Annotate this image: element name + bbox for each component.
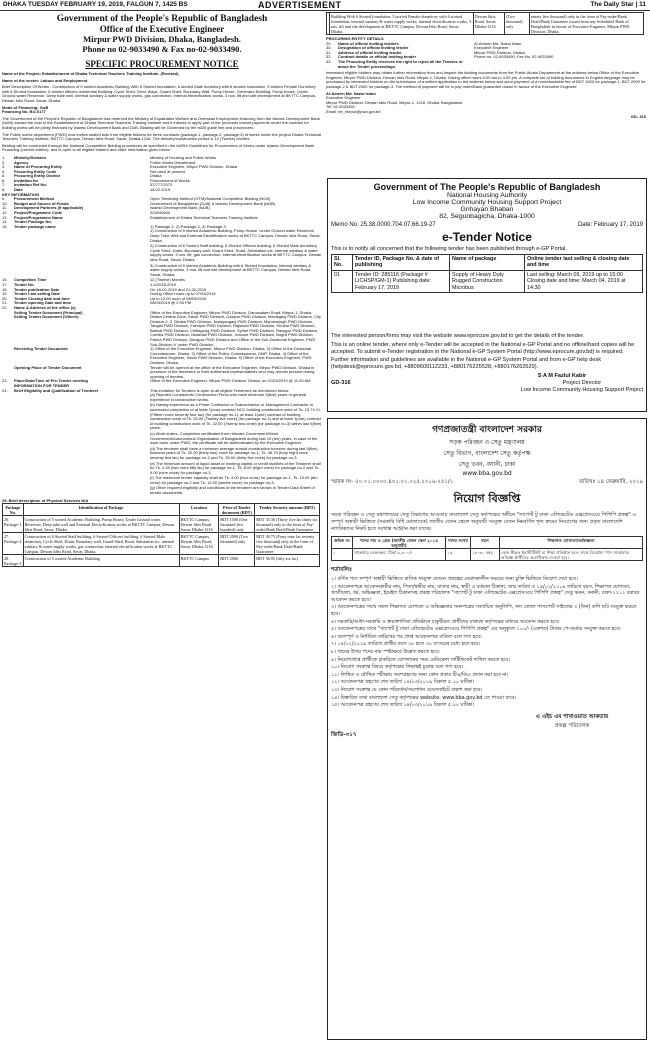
entity-details: [326, 42, 646, 70]
item-value: 1) Office of the Executive Engineer, Mirpur PWD Division, Dhaka. 2) Office of the Divisional Commissioner, Dhaka. 3) Office of the Police Commissioner, DMP, Dhaka. 4) Office of the Executive Engineer, Savar PWD Division, Dhaka. 5) Office of the Executive Engineer, PWD Division, Dhaka.: [150, 346, 312, 366]
eligibility-item: (a) Reputed Contractors/ Construction Firms who have minimum 5(five) years of general experience in construction works.: [150, 392, 307, 402]
bn-col-qual: শিক্ষাগত যোগ্যতা/অভিজ্ঞতা: [500, 537, 643, 549]
schedule-list: [2, 278, 322, 393]
package-col-header: Tender Security amount (BDT): [255, 504, 320, 516]
issue-date: DHAKA TUESDAY FEBRUARY 19, 2019, FALGUN 7, 1425 BS: [3, 1, 188, 8]
item-value: 1) Package-1, 2) Package-2, 3) Package-3: [150, 223, 226, 229]
item-value: This invitation for Tenders is open to all eligible Tenderers as mentioned below:: [150, 387, 290, 393]
package-cell: BKTTC Campus, Dewan Idris Road, Savar, Dhaka-1216: [179, 516, 219, 533]
proc-para3: Bidding will be conducted through the National Competitive Bidding procedures as specified in the IsDB's Guidelines for Procurement of Works under Islamic Development Bank Financing (current edition), and is open to all eligible bidders and other information given below :: [2, 142, 315, 153]
bn-l2: সেতু বিভাগ, বাংলাদেশ সেতু কর্তৃপক্ষ: [443, 450, 531, 457]
et-pkg: Supply of Heavy Duty Rugged Construction Microbus: [450, 270, 525, 292]
item-value: Executive Engineer, Mirpur PWD Division, Dhaka: [150, 164, 238, 170]
eligibility-item: (b) Having experience as a Prime Contractor or Subcontractor or Management Contractor in successful completion of at least 1(one) contract NCC building construction work of Tk. 15.74 Cr. (Fifteen crore seventy four lac) (for package no-1), at least 1(one) contract of building construction work of Tk. 25.00 (Twenty five crore) (for package no-2) and at least 1(one) contract of building construction work of Tk. 22.00 (Twenty two crore) (for package no-3) within last 5(five) years.: [150, 402, 322, 431]
bn-col-age: বয়স: [471, 537, 500, 549]
entity-signature-line: Email: ee_mirpur@pwd.gov.bd: [326, 108, 381, 114]
item-number: 4.: [2, 168, 6, 174]
et-intro: This is to notify all concerned that the following tender has been published through e-GP Portal.: [331, 246, 567, 252]
continuation-cell: ninety five thousand) only in the form of Pay-order/Bank Draft/Bank Guarantee issued from any Scheduled Bank of Bangladesh in favour of Executive Engineer, Mirpur PWD Division, Dhaka.: [529, 13, 643, 35]
continuation-cell: Building With 6 Storied foundation, 5 storied Female dormitory with 6 storied foundation, internal sanitary & water supply works, internal electrification works, 3 nos. lift and site development at BKTTC Campus, Dewan Idris Road, Savar, Dhaka.: [330, 13, 474, 35]
item-key: Place/Date/Time of Pre-Tender meeting: [14, 378, 88, 384]
bn-sig1: এ এইচ এম শাখাওয়াত আকতার: [535, 713, 609, 720]
package-cell: Construction of 5 storied Academic Building: [23, 555, 179, 567]
continuation-row: [327, 13, 644, 35]
item-key: Selling Tender Document (Principal): [14, 309, 83, 315]
item-value: During Office hours up to 07/03/2019: [150, 291, 216, 297]
proc-project: Name of the Project: Establishment of Dhaka Technical Teachers Training Institute. (Revised): [2, 71, 179, 76]
item-key: Project/Programme Name: [14, 214, 63, 220]
package-row: [3, 533, 320, 555]
item-value: 1-4/2018-2019: [150, 281, 177, 287]
recruitment-notice: [327, 418, 647, 1040]
bn-col-count: পদের সংখ্যা: [446, 537, 471, 549]
item-key: Budget and Source of Funds: [14, 200, 69, 206]
procurement-continuation: [326, 12, 646, 164]
et-row: [332, 270, 643, 292]
key-item: [2, 188, 322, 193]
continuation-cell: Dewan Idris Road, Savar, Dhaka-1216: [473, 13, 504, 35]
item-value: Dhaka: [150, 173, 162, 179]
et-address: 82, Segunbagicha, Dhaka-1000: [439, 213, 535, 220]
package-table: [2, 503, 320, 567]
item-key: Agency: [14, 159, 29, 165]
etender-notice: [327, 178, 647, 333]
et-title: e-Tender Notice: [442, 230, 532, 244]
item-number: 17.: [2, 281, 8, 287]
proc-division: Mirpur PWD Division, Dhaka, Bangladesh.: [83, 34, 241, 44]
package-cell: 28. Package-3: [4, 555, 22, 566]
etender-notice-lower: [327, 331, 647, 412]
bn-condition: ৩। আবেদনপত্রের সাথে সকল শিক্ষাগত যোগ্যতা ও অভিজ্ঞতার সনদপত্রের সত্যায়িত অনুলিপি, সদ্য তোলা পাসপোর্ট সাইজের ৩ (তিন) কপি ছবি সংযুক্ত করতে হবে।: [331, 604, 637, 617]
item-number: 20.: [2, 295, 8, 301]
procurement-notice: [2, 12, 322, 1039]
item-key: Selling Tender Document (Others): [14, 314, 79, 320]
item-value: Not used at present: [150, 168, 185, 174]
package-row: [3, 555, 320, 567]
entity-signature-line: Tel: 02-9033490: [326, 104, 355, 110]
bn-gov: গণপ্রজাতন্ত্রী বাংলাদেশ সরকার: [432, 425, 542, 435]
item-number: 19.: [2, 291, 8, 297]
et-sig2: Project Director: [562, 379, 602, 386]
package-cell: BDT 1500 (One thousand five hundred) only: [219, 516, 255, 533]
et-id: Tender ID: 285116 (Package # LICHSP/GM-1) Publishing date: February 17, 2019: [353, 270, 450, 292]
item-key: Name of official inviting tenders: [338, 40, 399, 46]
bn-memo: স্মারক নং- ৫০.০১.০০০০.৪০১.০১.০২৫.২০১৯-২৫১/১: [331, 479, 454, 485]
item-number: 12.: [2, 210, 8, 216]
paper-name: The Daily Star: [590, 1, 634, 8]
bn-code: জিডি-৩১৭: [331, 731, 357, 738]
bn-cell: ১: [332, 549, 353, 561]
item-value: Phone no. 02-9033490, Fax No. 02-9033490: [474, 54, 554, 60]
bn-condition: ১০। নিয়োগ সংক্রান্ত বিষয়ে কর্তৃপক্ষের সিদ্ধান্তই চূড়ান্ত বলে গণ্য হবে।: [331, 664, 464, 671]
bn-condition: ১৪। বিস্তারিত তথ্য বাংলাদেশ সেতু কর্তৃপক্ষের website: www.bba.gov.bd তে পাওয়া যাবে।: [331, 694, 517, 701]
eligibility-list: [150, 393, 322, 495]
item-number: 18.: [2, 286, 8, 292]
entity-signature: [326, 92, 646, 115]
item-key: INFORMATION FOR TENDER: [14, 383, 70, 388]
item-number: 13.: [2, 214, 8, 220]
package-description: 1) Construction of 5 storied Academic Building, Pump House, Under Ground water Reservoir, Deep Tube Well and External Electrification works at BKTTC Campus, Dewan Idris Road, Savar, Dhaka.: [150, 228, 321, 243]
entity-para: Interested eligible bidders may obtain further information from and inspect the bidding documents from the Public Works Department at the address below Office of the Executive Engineer, Mirpur PWD Division, Dewan Idris Road, Mirpur-1, Dhaka. During office hours 9.00 am to 3.00 pm. A complete set of bidding documents in English language may be purchased by interested bidders on the submission of a written application to the address below and upon payment of a nonrefundable fee of BDT 1500 for package-1, BDT 2000 for package-2 & BDT 2000 for package-3. The method of payment will be in pay order/Bank guarantee drawn in favour of the Executive Engineer.: [326, 70, 646, 89]
page-number: The Daily Star | 11: [590, 1, 646, 8]
bn-cell: কোন স্বীকৃত ইনস্টিটিউট বা শিক্ষা প্রতিষ্ঠান হতে সার্ভে ডিপ্লোমা পাস সার্ভেয়ার। অভিজ্ঞ প্রার্থীদের অগ্রাধিকার দেওয়া হবে।: [500, 549, 643, 561]
et-table: [331, 254, 643, 293]
item-key: Brief Eligibility and Qualification of Tenderer: [14, 387, 99, 393]
eligibility-item: (e) The minimum amount of liquid asset or working capital or credit facilities of the Tenderer shall be Tk. 2.50 (two crore fifty lac) for package no-1, Tk. 8.00 (eight crore) for package no-2 and Tk. 9.00 (nine crore) for package no-3.: [150, 460, 321, 475]
package-row: [3, 516, 320, 533]
key-info-heading: KEY INFORMATION: [2, 191, 40, 197]
bn-condition: ৯। নিয়োগপ্রাপ্ত প্রার্থীকে চাকরিতে যোগদানের সময় মেডিকেল সার্টিফিকেট দাখিল করতে হবে।: [331, 656, 510, 663]
key-info-list: [2, 197, 322, 229]
et-sig1: S A M Fazlul Kabir: [537, 372, 587, 379]
item-number: 33.: [326, 58, 332, 64]
item-value: Up to 12.00 noon of 08/03/2019: [150, 295, 207, 301]
et-memo: Memo No. 25.38.0000.704.07.66.19-27: [331, 222, 436, 228]
eligibility-item: (g) Other required eligibility and conditions of the tenderer are shown in Tender Data Sheet of tender documents.: [150, 485, 315, 496]
item-key: Procurement Method: [14, 196, 55, 202]
package-cell: BDT 56.95 (fifty six lac): [255, 555, 320, 567]
item-value: Government of Bangladesh (GoB) & Islamic Development Bank (IsDB): [150, 200, 276, 206]
eligibility-item: (c) Work orders, Completion certificates from relevant Government/Semi-Government/Autonomous Organisation of Bangladesh during last 10 (ten) years, in case of the work done under PWD, the certificate will be authenticated by the Executive Engineer.: [150, 430, 318, 446]
et-dates: Last selling: March 03, 2019 up to 15:00 Closing date and time: March 04, 2019 at 14:30: [525, 270, 643, 292]
schedule-item: [2, 347, 322, 365]
entity-title: PROCURING ENTITY DETAILS: [326, 36, 384, 41]
proc-code: GD- 319: [630, 113, 646, 119]
continuation-cell: (Two thousand) only: [504, 13, 529, 35]
item-key: Tender Package No.: [14, 219, 52, 225]
item-key: Contract details or official inviting tender: [338, 54, 417, 60]
package-cell: Construction of 5 storied Academic Building, Pump House, Under Ground water Reservoir, Deep tube well and External Electrification works at BKTTC Campus, Dewan Idris Road, Savar, Dhaka.: [23, 516, 179, 533]
bn-cell: সার্ভেয়ার বেতনক্রম: টাকা ৯,৩০০/-: [353, 549, 446, 561]
item-value: On 18-02-2019 and 21-02-2019: [150, 286, 207, 292]
item-number: [2, 366, 14, 380]
entity-signature-line: Al-Ameen Md. Nazul Islam: [326, 90, 376, 96]
et-col-id: Tender ID, Package No. & date of publishing: [353, 255, 450, 271]
bn-l3: সেতু ভবন, বনানী, ঢাকা: [458, 461, 516, 468]
item-key: Procuring Entity Code: [14, 168, 57, 174]
et-bhaban: Grihayan Bhaban: [460, 206, 514, 213]
proc-sector: Name of the sector: Labour and Employment: [2, 77, 88, 83]
bn-table: [331, 536, 643, 561]
continuation-table: [326, 12, 644, 35]
bn-condition: ৪। সরকারি/আধা-সরকারি ও স্বায়ত্তশাসিত প্রতিষ্ঠানে চাকুরীরত প্রার্থীদের যথাযথ কর্তৃপক্ষের মাধ্যমে আবেদন করতে হবে।: [331, 618, 560, 625]
pkg-table-title: 25. Brief description of Physical Services N/A: [2, 497, 89, 503]
item-key: Opening Place of Tender Document: [14, 364, 82, 370]
item-value: 18.02.2019: [150, 187, 171, 193]
proc-para1: The Government of the People's Republic of Bangladesh has reserved the Ministry of Expatriates Welfare and Overseas Employment financing from the Islamic Development Bank (IsDB) toward the cost of the Establishment of Dhaka Technical Teachers Training Institute and it intends to apply part of the proceeds toward payments under the contract for building works will be jointly financed by Islamic Development Bank and GoB. Bidding will be Governed by the IsDB guide line and procedures.: [2, 115, 320, 130]
item-value: Dhaka Central Zone, Savar PWD Division, Gazipur PWD Division, Manikganj PWD Division, City Division-2, 3, Dhaka PWD Division, Narayanganj PWD Division, Mymensingh PWD Division, Tangail PWD Division, Faridpur PWD Division, Rajshahi PWD Division, Khulna PWD Division, Barisal PWD Division, Chittagong PWD Division, Sylhet PWD Division, Rangpur PWD Division, Comilla PWD Division, Noakhali PWD Division, Jessore PWD Division, Bogra PWD Division, Pabna PWD Division, Dinajpur PWD Division and Office of the Sub-Divisional Engineer, PWD Sub-Division-V under PWD Division.: [150, 314, 321, 347]
proc-title: SPECIFIC PROCUREMENT NOTICE: [85, 59, 239, 69]
bn-condition: ৬। অসম্পূর্ণ ও নির্ধারিত তারিখের পর প্রাপ্ত আবেদনপত্র বাতিল বলে গণ্য হবে।: [331, 633, 482, 640]
eligibility-item: (f) The maximum tender capacity shall be Tk. 4.00 (four crore) for package no-1, Tk. 10.00 (ten crore) for package no-2 and Tk. 12.00 (twelve crore) for package no-3.: [150, 475, 318, 485]
bn-condition: ১। বর্ণিত পদে সম্পূর্ণ অস্থায়ী ভিত্তিতে মাসিক সংযুক্ত বেতনে প্রকল্পের মেয়াদকালীন সময়ের জন্য চুক্তি ভিত্তিতে নিয়োগ দেয়া হবে।: [331, 576, 578, 582]
item-key: Ministry/Division: [14, 154, 47, 160]
package-table-header: [3, 504, 320, 516]
entity-signature-line: Mirpur PWD Division, Dewan Idris Road, Mirpur-1, 1216, Dhaka, Bangladesh.: [326, 99, 464, 105]
proc-mode: Mode of Financing: GoB: [2, 104, 49, 110]
schedule-item: [2, 366, 322, 380]
item-value: Executive Engineer: [474, 45, 509, 51]
package-cell: BDT 2000 (Two thousand) only: [219, 533, 255, 555]
item-number: 9.: [2, 196, 6, 202]
item-number: 23.: [2, 378, 8, 384]
package-description: 2) Construction of 6 Storied Staff building, 6 Storied Officers building, 6 Storied Male dormitory, Cycle Shed, Drain, Boundary wall, Guard Shed, Road, Substation etc. internal sanitary & water supply works, 3 nos. lift, gas connection, internal electrification works at BKTTC Campus, Dewan Idris Road, Savar, Dhaka.: [150, 243, 322, 262]
bn-row: [332, 549, 643, 561]
item-key: Date: [14, 187, 23, 193]
bn-condition: ১৩। নিয়োগ সংক্রান্ত যে কোন পরিবর্তন/সংশোধন ওয়েবসাইটে প্রকাশ করা হবে।: [331, 686, 483, 693]
item-key: Invitation for: [14, 177, 39, 183]
item-number: 6.: [2, 177, 6, 183]
item-value: Tender will be opened at the office of the Executive Engineer, Mirpur PWD Division, Dhaka in presence of the tenderers or their authorised representatives who may remain present during opening of tenders.: [150, 364, 315, 379]
page-header: [0, 0, 650, 11]
et-gov: Government of The People's Republic of Bangladesh: [373, 182, 601, 192]
entity-row: [326, 60, 646, 69]
item-number: 30.: [326, 45, 332, 51]
package-cell: Construction of 6 Storied Staff building, 6 Storied Officers building, 6 Storied Male dormitory, Cycle Shed, Drain, Boundary wall, Guard Shed, Road, Substation etc. internal sanitary & water supply works, gas connection, internal electrification works at BKTTC Campus, Dewan Idris Road, Savar, Dhaka.: [23, 533, 179, 555]
et-p1: The interested person/firms may visit the website www.eprocure.gov.bd to get the details of the tender.: [331, 333, 584, 339]
bn-condition: ২। আবেদনপত্রে আবেদনকারীর নাম, পিতা/স্বামীর নাম, মাতার নাম, স্থায়ী ও বর্তমান ঠিকানা, জন্ম তারিখ ও ১৪/০২/২০১৯ তারিখে বয়স, শিক্ষাগত যোগ্যতা, জাতীয়তা, ধর্ম, অভিজ্ঞতা, ইমেইল ঠিকানাসহ প্রকল্প পরিচালক "সাপোর্ট টু ঢাকা এলিভেটেড এক্সপ্রেসওয়ে পিপিপি প্রকল্প" সেতু ভবন, বনানী, ঢাকা-১২১২ বরাবর আবেদন করতে হবে।: [331, 583, 640, 603]
item-number: 24.: [2, 387, 8, 393]
item-value: Al-Ameen Md. Nazul Islam: [474, 40, 522, 46]
item-number: 10.: [2, 200, 8, 206]
package-descriptions: [150, 229, 322, 277]
item-number: 15.: [2, 223, 8, 229]
bn-condition: ৮। খামের উপর পদের নাম স্পষ্টাক্ষরে উল্লেখ করতে হবে।: [331, 648, 440, 655]
item-value: Office of the Executive Engineer, Mirpur PWD Division, Darussalam Road, Mirpur-1, Dhaka.: [150, 309, 313, 315]
item-number: 21.: [2, 300, 8, 306]
item-key: Tender publication Date: [14, 286, 60, 292]
item-key: The Procuring Entity reserves the right to reject all the Tenders or annul the Tender proceedings.: [338, 58, 463, 69]
proc-phone: Phone no 02-9033490 & Fax no-02-9033490.: [82, 44, 242, 54]
item-number: 11.: [2, 205, 8, 211]
item-number: 31.: [326, 49, 332, 55]
item-key: Project/Programme Code: [14, 210, 63, 216]
package-cell: BKTTC Campus, Dewan Idris Road, Savar, Dhaka-1216: [179, 533, 219, 555]
key-items-list: [2, 156, 322, 193]
et-code: GD-316: [331, 379, 351, 386]
package-col-header: Identification of Package: [23, 504, 179, 516]
item-number: 8.: [2, 187, 6, 193]
section-title: ADVERTISEMENT: [258, 0, 342, 10]
proc-financing: Financing No. BO-0177: [2, 109, 46, 115]
proc-gov: Government of the People's Republic of Bangladesh: [56, 14, 268, 24]
page-num: 11: [639, 1, 646, 8]
item-key: Completion Time: [14, 277, 47, 283]
item-value: 224040600: [150, 210, 171, 216]
package-cell: BDT 2000: [219, 555, 255, 567]
bn-condition: ৭। ১৪/০২/২০১৯ তারিখে প্রার্থীর বয়স ১৮ হতে ৩০ বৎসরের মধ্যে হতে হবে।: [331, 641, 481, 648]
item-number: 16.: [2, 277, 8, 283]
bn-condition: ৫। আবেদনপত্রের সাথে "সাপোর্ট টু ঢাকা এলিভেটেড এক্সপ্রেসওয়ে পিপিপি প্রকল্প" এর অনুকূলে ১০০/- (একশত) টাকার পে-অর্ডার সংযুক্ত করতে হবে।: [331, 626, 621, 633]
item-value: Ministry of Housing and Public Works: [150, 154, 217, 160]
proc-brief: Brief Description Of Works : Construction of 5 storied Academic Building With 6 Storied foundation, 6 storied Male dormitory with 6 storied foundation, 5 storied Female Dormitory with 6 Storied foundation, 6 storied officers residential Building, Cycle Shed, Drive Ways, Guard Shed, Boundary Wall, Pump House, Generator Building, Pump house, Under Ground water Reservoir, Deep tube well, internal sanitary & water supply works, gas connection, internal electrification works, 3 nos. lift and site development at BKTTC Campus, Dewan Idris Road, Savar, Dhaka.: [2, 84, 316, 103]
item-key: Tender Closing date and time: [14, 295, 70, 301]
bn-condition: ১১। লিখিত ও মৌখিক পরীক্ষায় অংশগ্রহণের জন্য কোন প্রকার টিএ/ডিএ প্রদান করা হবে না।: [331, 671, 509, 678]
bn-cell: ১৮-৩০ বছর: [471, 549, 500, 561]
bn-cond-title: শর্তাবলিঃ: [331, 567, 352, 573]
item-value: Public Works Department: [150, 159, 196, 165]
bn-web[interactable]: www.bba.gov.bd: [462, 470, 512, 477]
eligibility-item: (d) The tenderer shall have a minimum average annual construction turnover during last 5(five) financial years of Tk. 32.00 (thirty two) crore for package no-1, Tk. 48.75 (forty eight crore seventy five lac) for package no-2 and Tk. 35.00 (thirty five crore) for package no-3.: [150, 445, 318, 460]
item-key: Development Partners (if applicable): [14, 205, 84, 211]
package-cell: 26. Package-1: [3, 516, 24, 533]
item-value: [474, 60, 646, 69]
et-sl: 01: [332, 270, 353, 292]
item-value: 37/777/2072: [150, 182, 173, 188]
bn-condition: ১৫। আবেদনপত্র গ্রহণের শেষ তারিখ ১৪/০৩/২০১৯ বিকাল ৫.০০ ঘটিকা।: [331, 702, 475, 709]
item-key: Tender package name: [14, 223, 56, 229]
item-key: Tender Last selling Date: [14, 291, 60, 297]
package-col-header: Package No.: [3, 504, 24, 516]
item-key: Procuring Entity District: [14, 173, 61, 179]
item-number: 3.: [2, 164, 6, 170]
item-number: 22.: [2, 304, 8, 310]
bn-col-post: পদের নাম ও গ্রেড (জাতীয় বেতন স্কেল ২০১৫ অনুযায়ী): [353, 537, 446, 549]
et-project: Low Income Community Housing Support Project: [412, 199, 562, 206]
item-key: Address of official inviting tender: [338, 49, 402, 55]
bn-l1: সড়ক পরিবহন ও সেতু মন্ত্রণালয়: [449, 439, 525, 446]
item-value: Mirpur PWD Division, Dhaka: [474, 49, 525, 55]
bn-conditions: [331, 576, 643, 709]
schedule-item: [2, 315, 322, 347]
item-key: Tender No.: [14, 281, 35, 287]
item-key: Designation of official inviting tender: [338, 45, 409, 51]
item-key: Tender opening Date and time: [14, 300, 72, 306]
item-number: [2, 315, 14, 347]
et-p2: This is an online tender, where only e-Tender will be accepted in the National e-GP Portal and no offline/hard copies will be accepted. To submit e-Tender registration in the National e-GP System Portal (http://www.eprocure.gov.bd) is required.: [331, 341, 635, 355]
item-key: Name & Address of the office (s): [14, 304, 76, 310]
bn-cell: ১৬: [446, 549, 471, 561]
package-col-header: Price of Tender document (BDT): [219, 504, 255, 516]
item-number: 32.: [326, 54, 332, 60]
item-value: Islamic Development Bank (IsDB): [150, 205, 210, 211]
proc-office: Office of the Executive Engineer: [99, 24, 225, 34]
et-date: Date: February 17, 2019: [577, 222, 643, 228]
bn-condition: ১২। আবেদনপত্র গ্রহণের শেষ তারিখ ১৪/০৩/২০১৯ বিকাল ৫.০০ ঘটিকা।: [331, 679, 475, 686]
item-number: 29.: [326, 40, 332, 46]
bn-date: তারিখঃ ১৪ ফেব্রুয়ারি, ২০১৯: [578, 479, 643, 485]
bn-intro: সড়ক পরিবহন ও সেতু মন্ত্রণালয়ের সেতু বিভাগের আওতায় বাংলাদেশ সেতু কর্তৃপক্ষের অধীনে "সাপোর্ট টু ঢাকা এলিভেটেড এক্সপ্রেসওয়ে পিপিপি প্রকল্প" এ সম্পূর্ণ অস্থায়ী ভিত্তিতে (সরকারি বিধি মোতাবেক) জাতীয় বেতন স্কেলে অনুযায়ী সংযুক্ত বেতন নিম্নবর্ণিত শূন্য ক্রমের নিয়োগের জন্য প্রকৃত বাংলাদেশি নাগরিকদের নিকট হতে দরখাস্ত আহ্বান করা যাচ্ছে।: [331, 512, 637, 532]
package-col-header: Location: [179, 504, 219, 516]
bn-sig2: প্রকল্প পরিচালক: [554, 722, 590, 729]
package-cell: 27. Package-2: [3, 533, 24, 555]
et-sig3: Low Income Community Housing Support Project: [520, 386, 643, 393]
bn-col-sl: ক্রমিক নং: [332, 537, 353, 549]
item-number: 5.: [2, 173, 6, 179]
item-number: 7.: [2, 182, 6, 188]
item-value: 08/03/2019 @ 2.00 PM: [150, 300, 192, 306]
item-number: 1.: [2, 154, 6, 160]
item-key: Name of Procuring Entity: [14, 164, 63, 170]
et-col-pkg: Name of package: [450, 255, 525, 271]
proc-para2: The Public works department (PWD) now invites sealed bids from eligible bidders for three contracts (package-1, package-2, package-3) of works under the project Dhaka Technical Teachers Training Institute, BKTTC Campus, Dewan Idris Road, Savar, Dhaka-1216. The delivery/construction period is 12 (Twelve) Months.: [2, 131, 322, 142]
et-col-dates: Online tender last selling & closing date and time: [525, 255, 643, 271]
entity-signature-line: Executive Engineer: [326, 95, 361, 101]
item-value: Procurement of Works: [150, 177, 190, 183]
item-number: 2.: [2, 159, 6, 165]
package-description: 3) Construction of 5 storied Academic Building with 6 Storied foundation, internal sanitary & water supply works, 3 nos. lift and site development at BKTTC Campus, Dewan Idris Road, Savar, Dhaka.: [150, 262, 312, 277]
item-number: 14.: [2, 219, 8, 225]
et-col-sl: Sl. No.: [332, 255, 353, 271]
item-value: Establishment of Dhaka Technical Teachers Training Institute: [150, 214, 258, 220]
item-value: Open Tendering Method (OTM)/National Competitive Bidding (NCB): [150, 196, 271, 202]
et-auth: National Housing Authority: [446, 192, 528, 199]
package-cell: BKTTC Campus: [179, 555, 219, 567]
item-value: Office of the Executive Engineer, Mirpur PWD Division, Dhaka, on 01/03/2019 @ 11.00 AM: [150, 378, 311, 384]
item-key: Receiving Tender Document: [14, 346, 68, 352]
item-value: 12 (Twelve) Months: [150, 277, 185, 283]
item-number: [2, 347, 14, 365]
bn-title: নিয়োগ বিজ্ঞপ্তি: [453, 492, 521, 505]
package-cell: BDT 35.36 (Thirty five lac thirty six thousand) only in the form of Pay-order/Bank Draft/Bank Guarantee: [255, 516, 320, 533]
package-cell: BDT 49.75 (Forty nine lac seventy five thousand) only in the form of Pay-order/Bank Draft/Bank Guarantee: [255, 533, 320, 555]
item-key: Invitation Ref No.: [14, 182, 47, 188]
et-p3: Further information and guidelines are available in the National e-GP System Portal and from e-GP help desk (helpdesk@eprocure.gov.bd, +8809609112233, +880176225528, +880176262529).: [331, 357, 601, 371]
